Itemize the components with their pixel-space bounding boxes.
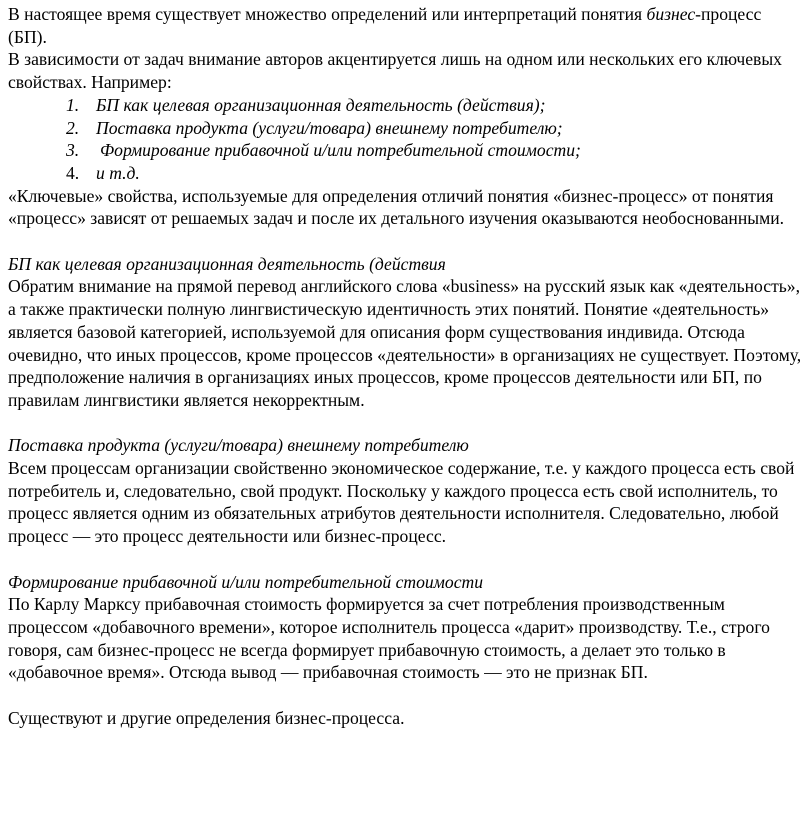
key-properties-paragraph: «Ключевые» свойства, используемые для определения отличий понятия «бизнес-процесс» от понятия «процесс» зависят от решаемых задач и после их детального изучения оказываются необоснованными. [8,185,785,229]
paragraph-spacer [8,548,802,571]
paragraph-spacer [8,684,802,707]
intro-paragraph [8,3,802,48]
list-item-text: Поставка продукта (услуги/товара) внешнему потребителю; [96,117,563,138]
section-body: По Карлу Марксу прибавочная стоимость формируется за счет потребления производственным процессом «добавочного времени», которое исполнитель процесса «дарит» производству. Т.е., строго говоря, сам бизнес-процесс не всегда формирует прибавочную стоимость, а делает это только в «добавочное время». Отсюда вывод — прибавочная стоимость — это не признак БП. [8,594,770,683]
closing-paragraph: Существуют и другие определения бизнес-процесса. [8,707,405,728]
intro-paragraph-2: В зависимости от задач внимание авторов акцентируется лишь на одном или нескольких его ключевых свойствах. Например: [8,49,782,93]
intro-line: В настоящее время существует множество определений или интерпретаций понятия [8,4,643,24]
section-heading: Формирование прибавочной и/или потребительной стоимости [8,571,484,592]
paragraph-spacer [8,412,802,435]
list-item-number: 3. [66,140,80,161]
properties-list [8,94,802,185]
list-item-text: БП как целевая организационная деятельность (действия); [96,94,546,115]
section-heading: БП как целевая организационная деятельность (действия [8,253,446,274]
list-item [8,139,802,162]
list-item-number: 1. [66,94,80,115]
intro-term-rest: -процесс (БП). [8,4,762,47]
list-item-number: 4. [66,162,80,183]
list-item [8,94,802,117]
list-item [8,117,802,140]
list-item [8,162,802,185]
list-item-number: 2. [66,117,80,138]
section-body: Обратим внимание на прямой перевод английского слова «business» на русский язык как «деятельность», а также практически полную лингвистическую идентичность этих понятий. Понятие «деятельность» является базовой категорией, используемой для описания форм существования индивида. Отсюда очевидно, что иных процессов, кроме процессов «деятельности» в организациях не существует. Поэтому, предположение наличия в организациях иных процессов, кроме процессов деятельности или БП, по правилам лингвистики является некорректным. [8,276,802,410]
paragraph-spacer [8,230,802,253]
section-body: Всем процессам организации свойственно экономическое содержание, т.е. у каждого процесса есть свой потребитель и, следовательно, свой продукт. Поскольку у каждого процесса есть свой исполнитель, то процесс является одним из обязательных атрибутов деятельности исполнителя. Следовательно, любой процесс — это процесс деятельности или бизнес-процесс. [8,458,795,547]
section-heading: Поставка продукта (услуги/товара) внешнему потребителю [8,435,469,456]
intro-term-italic: бизнес [646,4,696,24]
list-item-text: Формирование прибавочной и/или потребительной стоимости; [100,140,581,161]
list-item-text: и т.д. [96,162,140,183]
